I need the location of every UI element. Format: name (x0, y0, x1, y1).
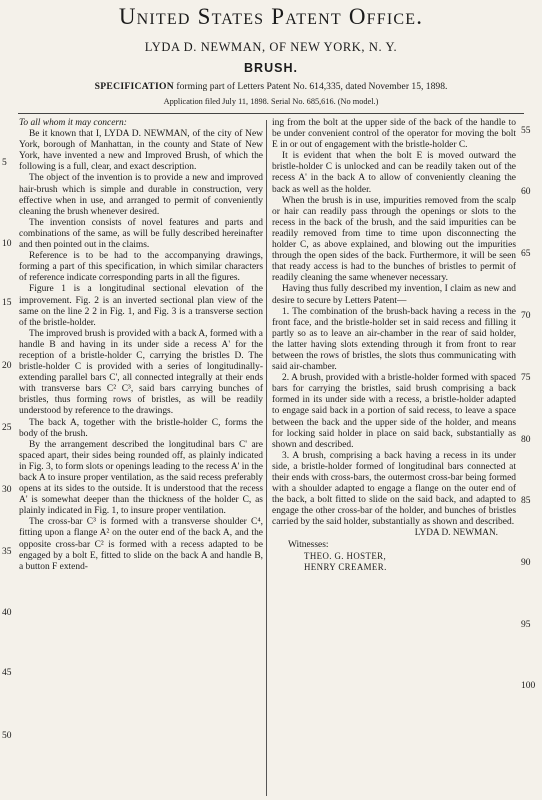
claim: 1. The combination of the brush-back having a recess in the front face, and the bristle-holder set in said recess and filling it partly so as to leave an air-chamber in the rear of said holder, the latter having slots extending through it from front to rear between the rows of bristles, the slots thus communicating with said air-chamber. (272, 306, 516, 373)
line-number: 75 (521, 373, 531, 383)
line-number: 5 (2, 158, 7, 168)
paragraph: Be it known that I, LYDA D. NEWMAN, of the city of New York, borough of Manhattan, in the county and State of New York, have invented a new and Improved Brush, of which the following is a full, clear, and exact description. (19, 129, 263, 173)
line-number: 60 (521, 187, 531, 197)
line-number: 100 (521, 681, 536, 691)
paragraph: Having thus fully described my invention, I claim as new and desire to secure by Letters Patent— (272, 284, 516, 306)
specification-label: SPECIFICATION (94, 81, 175, 92)
inventor-line: LYDA D. NEWMAN, OF NEW YORK, N. Y. (144, 40, 398, 54)
line-number: 55 (521, 126, 531, 136)
line-number: 70 (521, 311, 531, 321)
paragraph: ing from the bolt at the upper side of the back of the handle to be under convenient control of the operator for moving the bolt E in or out of engagement with the bristle-holder C. (272, 118, 516, 151)
application-filed-line: Application filed July 11, 1898. Serial No. 685,616. (No model.) (163, 97, 379, 106)
header-rule (18, 113, 524, 114)
salutation: To all whom it may concern: (19, 118, 127, 128)
paragraph: The back A, together with the bristle-holder C, forms the body of the brush. (19, 417, 263, 439)
specification-line (0, 81, 542, 92)
left-column (19, 118, 263, 573)
paragraph: Reference is to be had to the accompanying drawings, forming a part of this specification, in which similar characters of reference indicate corresponding parts in all the figures. (19, 251, 263, 284)
line-number: 50 (2, 731, 12, 741)
office-heading: United States Patent Office. (118, 4, 424, 29)
line-number: 45 (2, 668, 12, 678)
witness-name: THEO. G. HOSTER, (304, 550, 387, 561)
paragraph: The improved brush is provided with a back A, formed with a handle B and having in its under side a recess A' for the reception of a bristle-holder C, carrying the bristles D. The bristle-holder C is provided with a series of longitudinally-extending parallel bars C', all connected integrally at their ends with transverse bars C² C³, said bars carrying bunches of bristles, thus forming rows of bristles, as will be readily understood by reference to the drawings. (19, 328, 263, 417)
line-number: 20 (2, 361, 12, 371)
column-divider (266, 120, 267, 796)
right-column (272, 118, 516, 573)
witnesses-label: Witnesses: (288, 539, 329, 550)
line-number: 40 (2, 608, 12, 618)
line-number: 15 (2, 298, 12, 308)
paragraph: The cross-bar C³ is formed with a transverse shoulder C⁴, fitting upon a flange A² on the outer end of the back A, and the opposite cross-bar C² is formed with a recess adapted to be engaged by a bolt E, fitted to slide on the back A and handle B, a button F extend- (19, 517, 263, 572)
line-number: 85 (521, 496, 531, 506)
paragraph: When the brush is in use, impurities removed from the scalp or hair can readily pass through the openings or slots to the recess in the back of the brush, and the said impurities can be readily removed from time to time upon disconnecting the holder C, as above explained, and blowing out the impurities through the open sides of the back. Furthermore, it will be seen that ready access is had to the bunches of bristles to permit of readily cleaning the same whenever necessary. (272, 195, 516, 284)
line-number: 35 (2, 547, 12, 557)
paragraph: The object of the invention is to provide a new and improved hair-brush which is simple and durable in construction, very effective when in use, and arranged to permit of conveniently cleaning the brush whenever desired. (19, 173, 263, 217)
line-number: 30 (2, 485, 12, 495)
patent-title: BRUSH. (244, 61, 298, 75)
line-number: 10 (2, 239, 12, 249)
paragraph: It is evident that when the bolt E is moved outward the bristle-holder C is unlocked and can be readily taken out of the recess A' in the back A to allow of conveniently cleaning the back as well as the holder. (272, 151, 516, 195)
paragraph: The invention consists of novel features and parts and combinations of the same, as will be fully described hereinafter and then pointed out in the claims. (19, 217, 263, 251)
line-number: 80 (521, 435, 531, 445)
claim: 3. A brush, comprising a back having a recess in its under side, a bristle-holder formed of longitudinal bars connected at their ends with cross-bars, the outermost cross-bar being formed with a shoulder adapted to engage a flange on the outer end of the back, a bolt fitted to slide on the said back, and adapted to engage the other cross-bar of the holder, and bunches of bristles carried by the said holder, substantially as shown and described. (272, 450, 516, 528)
claim: 2. A brush, provided with a bristle-holder formed with spaced bars for carrying the bristles, said brush comprising a back formed in its under side with a recess, a bristle-holder adapted to engage said back in a portion of said recess, to leave a space between the back and the upper side of the holder, and means for locking said holder in place on said back, substantially as shown and described. (272, 373, 516, 450)
line-number: 90 (521, 558, 531, 568)
witness-name: HENRY CREAMER. (304, 561, 387, 572)
line-number: 95 (521, 620, 531, 630)
specification-detail: forming part of Letters Patent No. 614,335, dated November 15, 1898. (176, 81, 448, 92)
paragraph: Figure 1 is a longitudinal sectional elevation of the improvement. Fig. 2 is an inverted sectional plan view of the same on the line 2 2 in Fig. 1, and Fig. 3 is a transverse section of the bristle-holder. (19, 284, 263, 328)
line-number: 65 (521, 249, 531, 259)
inventor-signature: LYDA D. NEWMAN. (414, 528, 498, 539)
paragraph: By the arrangement described the longitudinal bars C' are spaced apart, their sides being rounded off, as plainly indicated in Fig. 3, to form slots or openings leading to the recess A' in the back A to insure proper ventilation, as the said recess preferably opens at its sides to the outside. It is understood that the recess A' is somewhat deeper than the thickness of the holder C, as plainly indicated in Fig. 1, to insure proper ventilation. (19, 439, 263, 517)
line-number: 25 (2, 423, 12, 433)
